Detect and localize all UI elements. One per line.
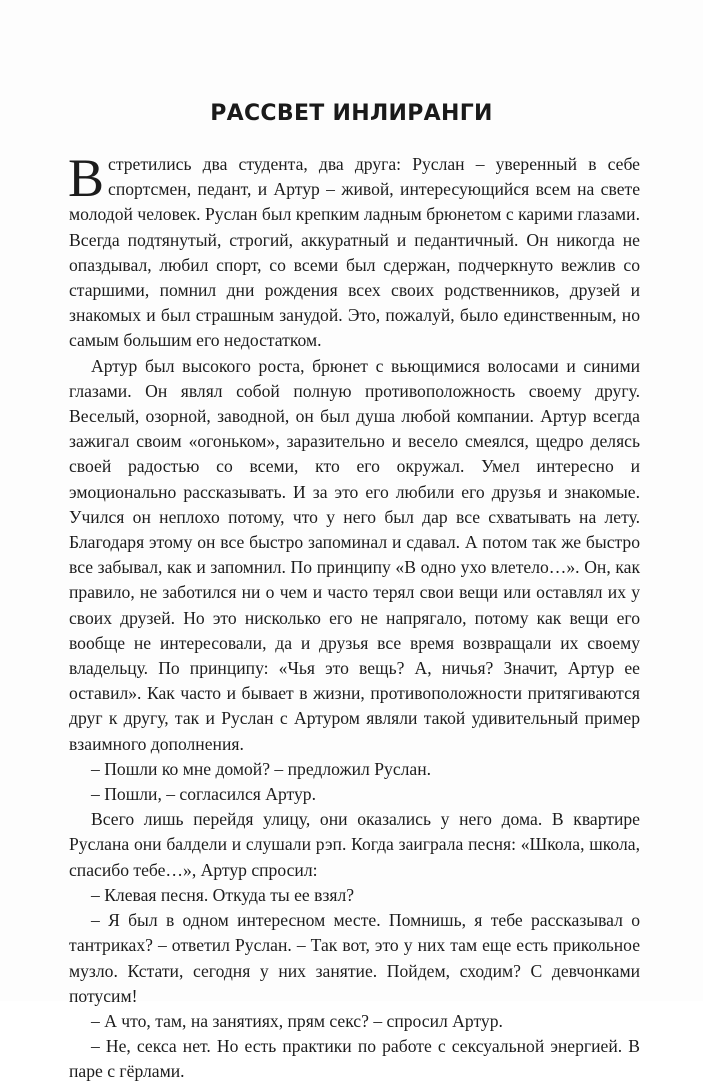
dialogue-line-4: – Я был в одном интересном месте. Помнишь, я тебе рассказывал о тантриках? – ответил Руслан. – Так вот, это у них там еще есть прикольное музло. Кстати, сегодня у них занятие. Пойдем, сходим? С девчонками потусим!	[69, 910, 640, 1006]
paragraph-1-text: стретились два студента, два друга: Руслан – уверенный в себе спортсмен, педант, и Артур – живой, интересующийся всем на свете молодой человек. Руслан был крепким ладным брюнетом с карими глазами. Всегда подтянутый, строгий, аккуратный и педантичный. Он никогда не опаздывал, любил спорт, со всеми был сдержан, подчеркнуто вежлив со старшими, помнил дни рождения всех своих родственников, друзей и знакомых и был страшным занудой. Это, пожалуй, было единственным, но самым большим его недостатком.	[69, 154, 640, 351]
dialogue-line-3: – Клевая песня. Откуда ты ее взял?	[91, 884, 355, 905]
dialogue-line-1: – Пошли ко мне домой? – предложил Руслан.	[91, 758, 432, 779]
dialogue-line-2: – Пошли, – согласился Артур.	[91, 784, 316, 805]
chapter-text	[68, 148, 640, 1085]
paragraph-3: Всего лишь перейдя улицу, они оказались у него дома. В квартире Руслана они балдели и слушали рэп. Когда заиграла песня: «Школа, школа, спасибо тебе…», Артур спросил:	[69, 809, 640, 880]
dialogue-line-6: – Не, секса нет. Но есть практики по работе с сексуальной энергией. В паре с гёрлами.	[69, 1036, 640, 1082]
dialogue-line-5: – А что, там, на занятиях, прям секс? – спросил Артур.	[91, 1010, 503, 1031]
chapter-title: РАССВЕТ ИНЛИРАНГИ	[210, 101, 493, 126]
paragraph-2: Артур был высокого роста, брюнет с вьющимися волосами и синими глазами. Он являл собой полную противоположность своему другу. Веселый, озорной, заводной, он был душа любой компании. Артур всегда зажигал своим «огоньком», заразительно и весело смеялся, щедро делясь своей радостью со всеми, кто его окружал. Умел интересно и эмоционально рассказывать. И за это его любили его друзья и знакомые. Учился он неплохо потому, что у него был дар все схватывать на лету. Благодаря этому он все быстро запоминал и сдавал. А потом так же быстро все забывал, как и запомнил. По принципу «В одно ухо влетело…». Он, как правило, не заботился ни о чем и часто терял свои вещи или оставлял их у своих друзей. Но это нисколько его не напрягало, потому как вещи его вообще не интересовали, да и друзья все время возвращали их своему владельцу. По принципу: «Чья это вещь? А, ничья? Значит, Артур ее оставил». Как часто и бывает в жизни, противоположности притягиваются друг к другу, так и Руслан с Артуром являли такой удивительный пример взаимного дополнения.	[69, 355, 640, 754]
paragraph-1	[68, 148, 640, 354]
drop-cap-letter: В	[68, 148, 105, 208]
